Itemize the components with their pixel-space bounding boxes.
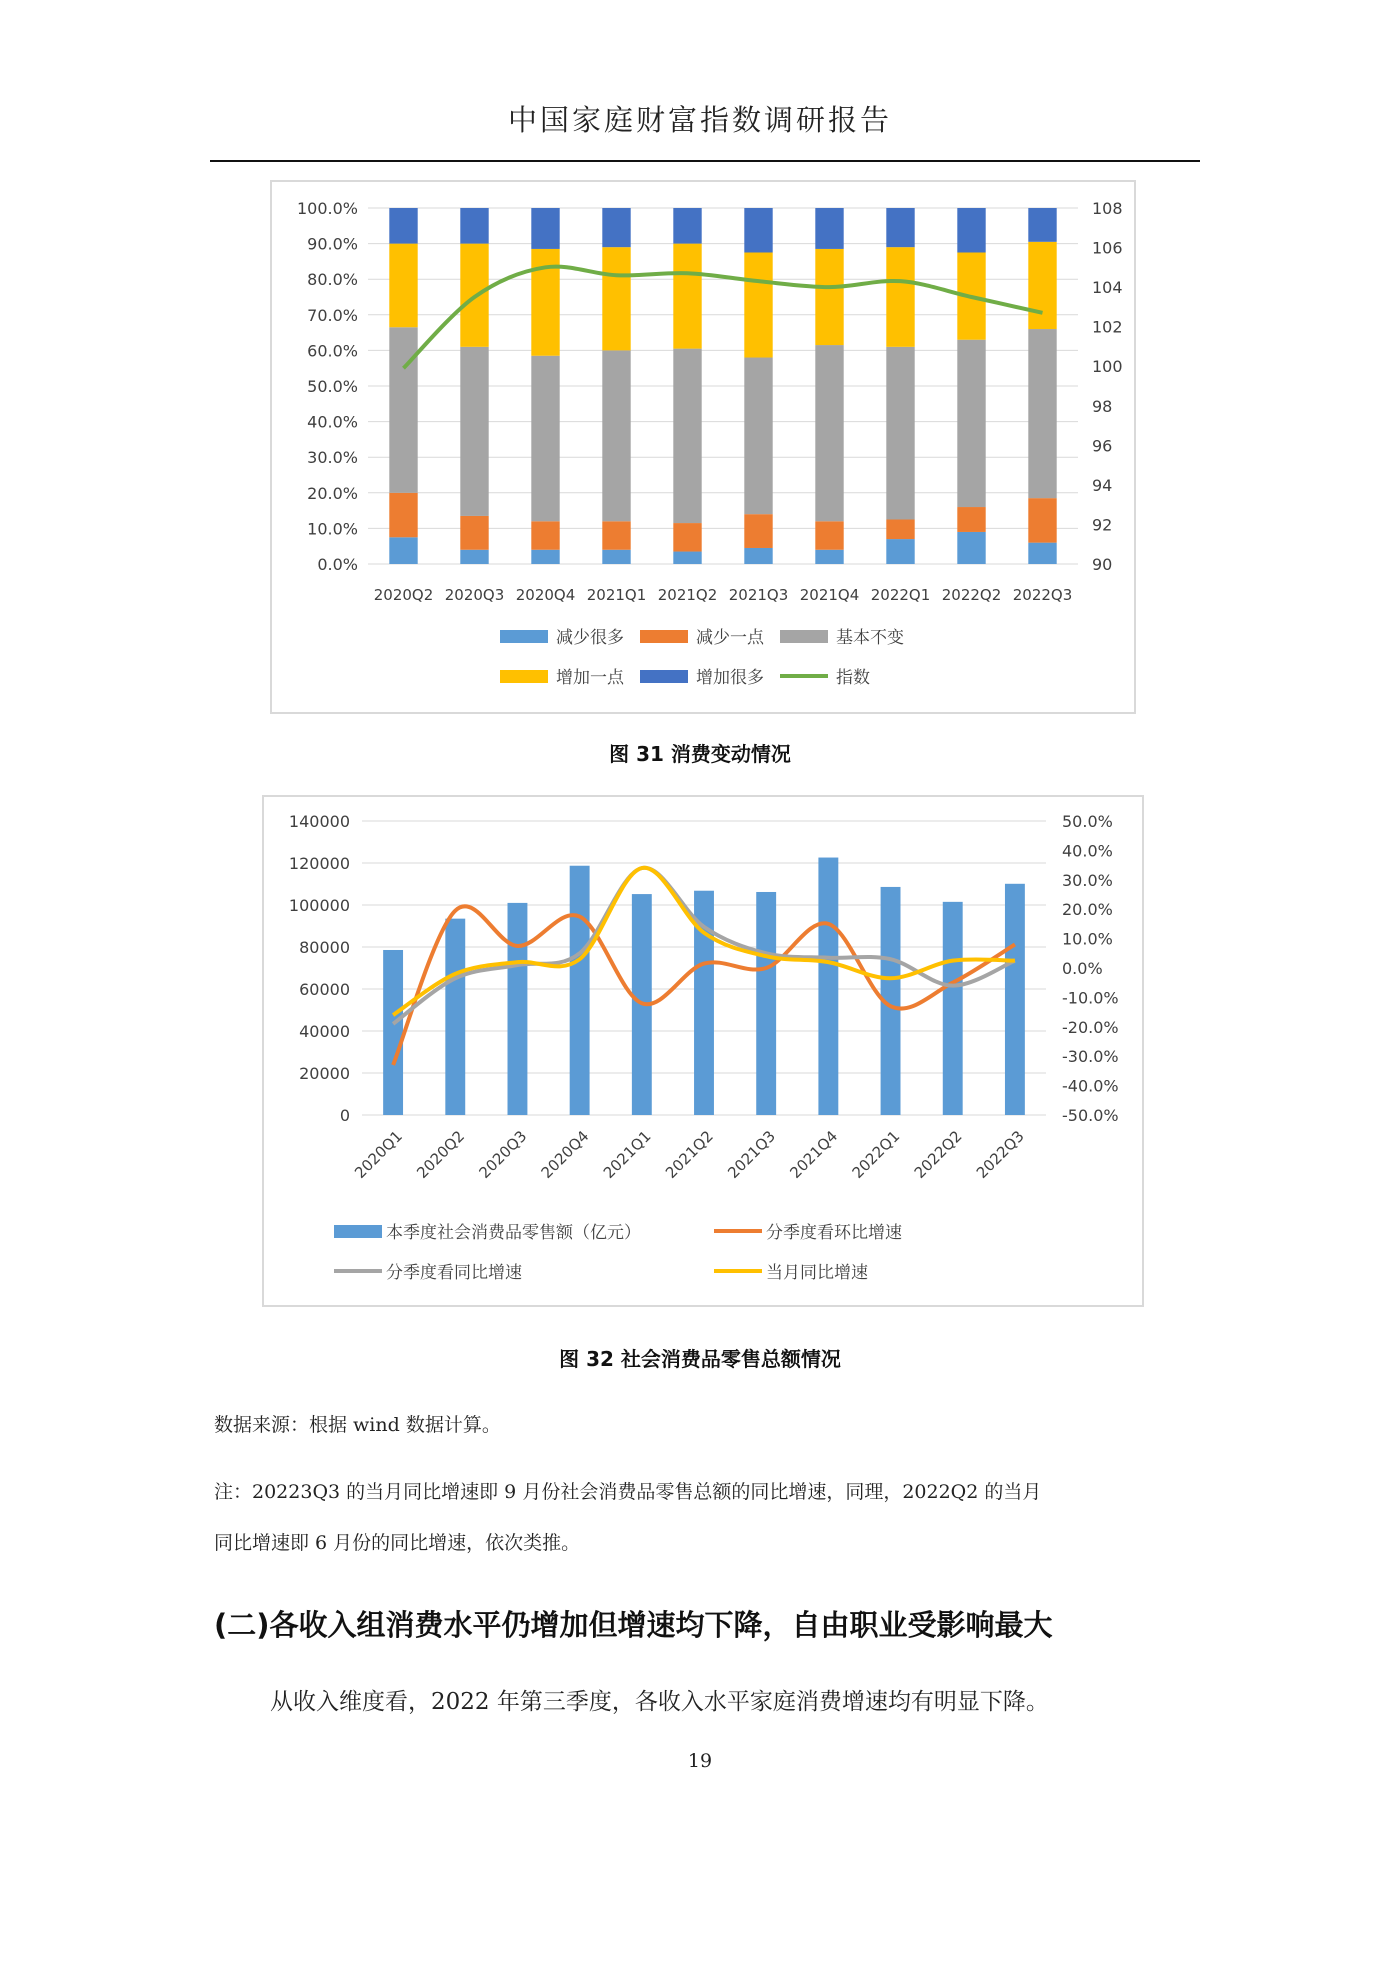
y2-tick-label: 104 — [1092, 278, 1123, 298]
x-tick-label: 2022Q3 — [1012, 586, 1073, 604]
retail-bar — [756, 892, 776, 1115]
bar-segment — [744, 548, 772, 564]
bar-segment — [744, 208, 772, 253]
y2-tick-label: 92 — [1092, 515, 1113, 535]
x-tick-label: 2020Q2 — [413, 1127, 469, 1182]
bar-segment — [460, 347, 488, 516]
y2-tick-label: -30.0% — [1062, 1047, 1119, 1067]
bar-segment — [957, 208, 985, 253]
bar-segment — [957, 340, 985, 507]
figure-31-caption: 图 31 消费变动情况 — [609, 742, 791, 766]
y-tick-label: 0.0% — [317, 555, 358, 574]
legend-swatch — [334, 1225, 382, 1238]
y2-tick-label: 108 — [1092, 199, 1123, 218]
y2-tick-label: 40.0% — [1062, 841, 1113, 861]
x-tick-label: 2021Q1 — [586, 586, 647, 604]
note-line-1: 注：20223Q3 的当月同比增速即 9 月份社会消费品零售总额的同比增速，同理，2022Q2 的当月 — [214, 1481, 1042, 1503]
y2-tick-label: 94 — [1092, 475, 1113, 495]
index-line — [404, 267, 1043, 369]
bar-segment — [957, 507, 985, 532]
legend-label: 分季度看同比增速 — [386, 1263, 522, 1283]
legend-swatch — [640, 630, 688, 643]
bar-segment — [602, 208, 630, 247]
y2-tick-label: -10.0% — [1062, 988, 1119, 1008]
y2-tick-label: -20.0% — [1062, 1017, 1119, 1037]
y2-tick-label: 96 — [1092, 436, 1113, 456]
x-tick-label: 2022Q2 — [941, 586, 1002, 604]
x-tick-label: 2022Q1 — [870, 586, 931, 604]
bar-segment — [673, 523, 701, 551]
y-tick-label: 10.0% — [307, 519, 358, 539]
x-tick-label: 2021Q1 — [599, 1127, 655, 1182]
bar-segment — [673, 349, 701, 523]
retail-bar — [570, 866, 590, 1115]
bar-segment — [886, 208, 914, 247]
bar-segment — [389, 244, 417, 328]
bar-segment — [673, 244, 701, 349]
bar-segment — [886, 539, 914, 564]
bar-segment — [602, 247, 630, 350]
legend-label: 增加一点 — [556, 668, 624, 688]
y-tick-label: 60000 — [299, 980, 350, 999]
y-tick-label: 120000 — [288, 854, 350, 873]
y2-tick-label: 50.0% — [1062, 812, 1113, 831]
bar-segment — [815, 208, 843, 249]
bar-segment — [1028, 498, 1056, 543]
x-tick-label: 2020Q4 — [515, 586, 576, 604]
bar-segment — [389, 208, 417, 244]
bar-segment — [957, 532, 985, 564]
y2-tick-label: 0.0% — [1062, 959, 1103, 978]
bar-segment — [815, 550, 843, 564]
x-tick-label: 2020Q4 — [537, 1127, 593, 1182]
bar-segment — [815, 249, 843, 345]
bar-segment — [389, 327, 417, 493]
x-tick-label: 2020Q3 — [444, 586, 505, 604]
retail-bar — [383, 950, 403, 1115]
legend-label: 当月同比增速 — [766, 1263, 868, 1283]
x-tick-label: 2020Q2 — [373, 586, 434, 604]
y-tick-label: 140000 — [288, 812, 350, 831]
bar-segment — [673, 552, 701, 564]
figure-32-caption: 图 32 社会消费品零售总额情况 — [559, 1347, 841, 1371]
x-tick-label: 2021Q2 — [662, 1127, 717, 1182]
y2-tick-label: 102 — [1092, 317, 1123, 337]
y-tick-label: 100.0% — [296, 199, 358, 218]
y2-tick-label: 98 — [1092, 396, 1113, 416]
figure-31-svg — [272, 182, 1134, 712]
bar-segment — [886, 520, 914, 540]
y2-tick-label: 90 — [1092, 555, 1113, 574]
y-tick-label: 70.0% — [307, 305, 358, 325]
bar-segment — [744, 253, 772, 358]
legend-swatch — [500, 630, 548, 643]
retail-bar — [445, 919, 465, 1115]
x-tick-label: 2020Q3 — [475, 1127, 531, 1182]
y2-tick-label: 20.0% — [1062, 900, 1113, 920]
legend-swatch — [780, 630, 828, 643]
bar-segment — [389, 537, 417, 564]
legend-label: 增加很多 — [696, 668, 764, 688]
retail-bar — [943, 902, 963, 1115]
retail-bar — [508, 903, 528, 1115]
legend-label: 指数 — [836, 668, 870, 688]
x-tick-label: 2021Q3 — [728, 586, 789, 604]
retail-bar — [1005, 884, 1025, 1115]
y2-tick-label: 10.0% — [1062, 929, 1113, 949]
bar-segment — [1028, 242, 1056, 329]
bar-segment — [602, 350, 630, 521]
bar-segment — [531, 550, 559, 564]
bar-segment — [389, 493, 417, 538]
body-paragraph: 从收入维度看，2022 年第三季度，各收入水平家庭消费增速均有明显下降。 — [270, 1689, 1049, 1715]
x-tick-label: 2022Q3 — [972, 1127, 1028, 1182]
y-tick-label: 80.0% — [307, 270, 358, 290]
x-tick-label: 2021Q3 — [724, 1127, 780, 1182]
x-tick-label: 2021Q2 — [657, 586, 718, 604]
bar-segment — [460, 550, 488, 564]
figure-31-chart — [270, 180, 1136, 714]
page-number: 19 — [687, 1750, 713, 1772]
note-line-2: 同比增速即 6 月份的同比增速，依次类推。 — [214, 1532, 581, 1554]
y-tick-label: 0 — [339, 1106, 350, 1125]
y2-tick-label: -50.0% — [1062, 1106, 1119, 1125]
y-tick-label: 50.0% — [307, 377, 358, 396]
bar-segment — [531, 356, 559, 522]
y-tick-label: 90.0% — [307, 234, 358, 254]
source-note: 数据来源：根据 wind 数据计算。 — [214, 1414, 501, 1436]
y2-tick-label: 106 — [1092, 238, 1123, 258]
bar-segment — [886, 347, 914, 520]
y-tick-label: 20000 — [299, 1064, 350, 1083]
bar-segment — [1028, 329, 1056, 498]
x-tick-label: 2021Q4 — [786, 1127, 842, 1182]
y-tick-label: 40000 — [299, 1022, 350, 1041]
figure-32-chart — [262, 795, 1144, 1307]
figure-32-svg — [264, 797, 1142, 1305]
y-tick-label: 20.0% — [307, 483, 358, 503]
x-tick-label: 2022Q2 — [910, 1127, 966, 1182]
bar-segment — [744, 514, 772, 548]
legend-label: 分季度看环比增速 — [766, 1223, 902, 1243]
bar-segment — [460, 516, 488, 550]
y-tick-label: 30.0% — [307, 448, 358, 468]
y-tick-label: 60.0% — [307, 341, 358, 361]
x-tick-label: 2021Q4 — [799, 586, 860, 604]
legend-swatch — [640, 670, 688, 683]
bar-segment — [1028, 208, 1056, 242]
header-rule — [210, 160, 1200, 162]
running-header-title: 中国家庭财富指数调研报告 — [507, 103, 892, 137]
bar-segment — [886, 247, 914, 347]
legend-label: 基本不变 — [836, 628, 904, 648]
bar-segment — [602, 550, 630, 564]
legend-label: 减少很多 — [556, 628, 624, 648]
y2-tick-label: 30.0% — [1062, 870, 1113, 890]
bar-segment — [815, 521, 843, 549]
bar-segment — [531, 521, 559, 549]
section-heading: (二)各收入组消费水平仍增加但增速均下降，自由职业受影响最大 — [214, 1608, 1053, 1642]
legend-label: 本季度社会消费品零售额（亿元） — [386, 1223, 641, 1243]
legend-swatch — [500, 670, 548, 683]
y-tick-label: 100000 — [288, 896, 350, 915]
bar-segment — [744, 358, 772, 515]
bar-segment — [531, 208, 559, 249]
legend-label: 减少一点 — [696, 628, 764, 648]
y-tick-label: 40.0% — [307, 412, 358, 432]
bar-segment — [460, 208, 488, 244]
y-tick-label: 80000 — [299, 938, 350, 957]
x-tick-label: 2022Q1 — [848, 1127, 904, 1182]
bar-segment — [602, 521, 630, 549]
y2-tick-label: 100 — [1092, 357, 1123, 377]
retail-bar — [818, 858, 838, 1115]
bar-segment — [1028, 543, 1056, 564]
bar-segment — [673, 208, 701, 244]
bar-segment — [815, 345, 843, 521]
x-tick-label: 2020Q1 — [351, 1127, 406, 1182]
y2-tick-label: -40.0% — [1062, 1076, 1119, 1096]
